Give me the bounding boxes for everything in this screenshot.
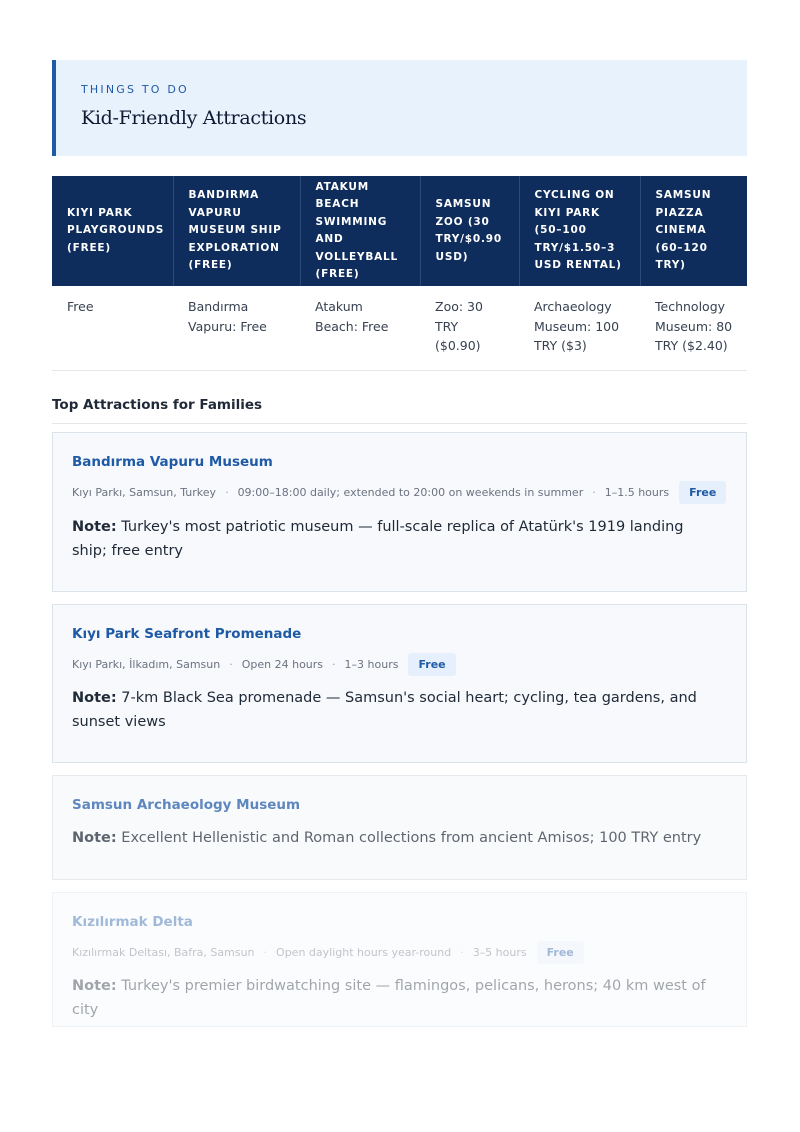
attraction-note — [72, 974, 716, 1022]
note-text: Turkey's premier birdwatching site — flamingos, pelicans, herons; 40 km west of city — [72, 978, 706, 1018]
attraction-name: Bandırma Vapuru Museum — [72, 454, 273, 470]
note-text: Turkey's most patriotic museum — full-scale replica of Atatürk's 1919 landing ship; free entry — [72, 519, 684, 559]
attraction-duration: 1–3 hours — [344, 658, 399, 671]
attraction-name: Samsun Archaeology Museum — [72, 797, 301, 813]
separator-dot: · — [263, 946, 268, 959]
attraction-hours: 09:00–18:00 daily; extended to 20:00 on weekends in summer — [237, 486, 584, 499]
note-label: Note: — [72, 830, 117, 846]
separator-dot: · — [225, 486, 229, 499]
attraction-card — [52, 604, 747, 763]
table-header-row — [52, 176, 747, 286]
table-row — [52, 286, 747, 370]
attraction-meta — [72, 941, 584, 964]
separator-dot: · — [460, 946, 464, 959]
price-badge: Free — [408, 653, 455, 676]
column-header: KIYI PARK PLAYGROUNDS (FREE) — [52, 176, 173, 286]
column-header: ATAKUM BEACH SWIMMING AND VOLLEYBALL (FREE) — [300, 176, 420, 286]
table-cell: Technology Museum: 80 TRY ($2.40) — [640, 286, 747, 370]
attraction-location: Kızılırmak Deltası, Bafra, Samsun — [72, 946, 255, 959]
page-title: Kid-Friendly Attractions — [81, 107, 307, 129]
column-header: SAMSUN ZOO (30 TRY/$0.90 USD) — [420, 176, 519, 286]
attraction-card — [52, 775, 747, 880]
attraction-duration: 1–1.5 hours — [604, 486, 670, 499]
attraction-card — [52, 892, 747, 1027]
attraction-name: Kızılırmak Delta — [72, 914, 193, 930]
attraction-duration: 3–5 hours — [472, 946, 527, 959]
eyebrow-label: THINGS TO DO — [81, 83, 189, 96]
page-header — [52, 60, 747, 156]
note-label: Note: — [72, 690, 117, 706]
note-text: 7-km Black Sea promenade — Samsun's social heart; cycling, tea gardens, and sunset views — [72, 690, 697, 730]
table-cell: Atakum Beach: Free — [300, 286, 420, 370]
attraction-meta — [72, 653, 456, 676]
attraction-note — [72, 826, 716, 850]
price-badge: Free — [537, 941, 584, 964]
attraction-hours: Open daylight hours year-round — [276, 946, 452, 959]
note-label: Note: — [72, 978, 117, 994]
column-header: BANDIRMA VAPURU MUSEUM SHIP EXPLORATION (FREE) — [173, 176, 300, 286]
note-text: Excellent Hellenistic and Roman collections from ancient Amisos; 100 TRY entry — [121, 830, 702, 846]
attraction-meta — [72, 481, 726, 504]
attraction-note — [72, 686, 716, 734]
table-cell: Free — [52, 286, 173, 370]
separator-dot: · — [592, 486, 596, 499]
table-cell: Bandırma Vapuru: Free — [173, 286, 300, 370]
column-header: CYCLING ON KIYI PARK (50–100 TRY/$1.50–3 USD RENTAL) — [519, 176, 640, 286]
table-cell: Zoo: 30 TRY ($0.90) — [420, 286, 519, 370]
separator-dot: · — [229, 658, 233, 671]
column-header: SAMSUN PIAZZA CINEMA (60–120 TRY) — [640, 176, 747, 286]
table-cell: Archaeology Museum: 100 TRY ($3) — [519, 286, 640, 370]
attractions-price-table — [52, 176, 747, 371]
price-badge: Free — [679, 481, 726, 504]
attraction-location: Kıyı Parkı, İlkadım, Samsun — [72, 658, 221, 671]
attraction-name: Kıyı Park Seafront Promenade — [72, 626, 302, 642]
separator-dot: · — [332, 658, 336, 671]
attraction-location: Kıyı Parkı, Samsun, Turkey — [72, 486, 217, 499]
section-title: Top Attractions for Families — [52, 397, 747, 424]
note-label: Note: — [72, 519, 117, 535]
attraction-card — [52, 432, 747, 592]
attraction-hours: Open 24 hours — [241, 658, 324, 671]
attraction-note — [72, 515, 716, 563]
